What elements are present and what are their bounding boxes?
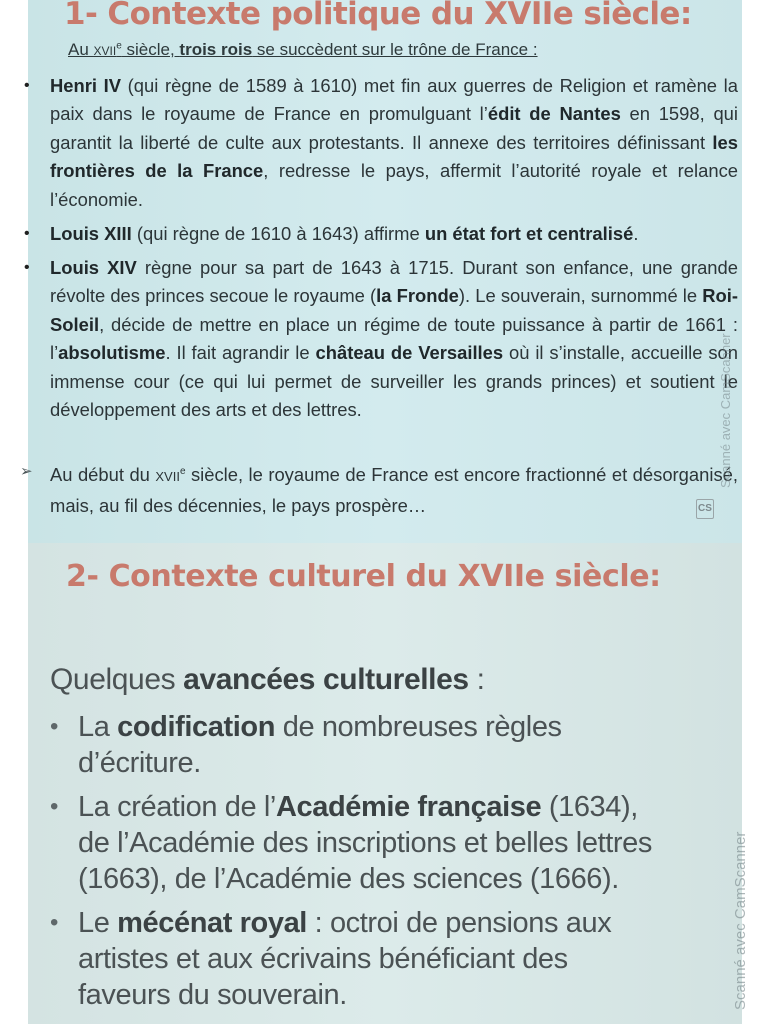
bullet-academies bbox=[50, 789, 652, 897]
lead-line: Quelques avancées culturelles : bbox=[50, 663, 485, 696]
line: d’écriture. bbox=[78, 747, 201, 779]
conclusion-line: ➢ Au début du XVIIe siècle, le royaume de France est encore fractionné et désorganisé, mais, au fil des décennies, le pays prospère… bbox=[50, 458, 742, 520]
slide-title: 1- Contexte politique du XVIIe siècle: bbox=[64, 0, 692, 32]
bullet-dot-icon: • bbox=[24, 77, 30, 94]
bullet-mecenat bbox=[50, 905, 612, 1013]
slide-political-context bbox=[20, 0, 742, 543]
bullet-codification bbox=[50, 709, 562, 781]
bullet-dot-icon: • bbox=[24, 225, 30, 242]
intro-line: Au XVIIe siècle, trois rois se succèdent sur le trône de France : bbox=[68, 40, 538, 59]
bullet-dot-icon: • bbox=[50, 713, 59, 740]
bullet-louis-xiii: • Louis XIII (qui règne de 1610 à 1643) affirme un état fort et centralisé. bbox=[50, 220, 742, 248]
bullet-dot-icon: • bbox=[50, 793, 59, 820]
line: La création de l’Académie française (1634), bbox=[78, 791, 638, 823]
line: de l’Académie des inscriptions et belles lettres bbox=[78, 827, 652, 859]
bullet-dot-icon: • bbox=[50, 909, 59, 936]
slide-title: 2- Contexte culturel du XVIIe siècle: bbox=[66, 559, 661, 594]
slide-cultural-context bbox=[28, 543, 749, 1024]
line: faveurs du souverain. bbox=[78, 979, 347, 1011]
scanner-watermark: Scanné avec CamScanner bbox=[732, 831, 749, 1010]
line: La codification de nombreuses règles bbox=[78, 711, 562, 743]
bullet-louis-xiv: • Louis XIV règne pour sa part de 1643 à 1715. Durant son enfance, une grande révolte des princes secoue le royaume (la Fronde). Le souverain, surnommé le Roi-Soleil, décide de mettre en place un régime de toute puissance à partir de 1661 : l’absolutisme. Il fait agrandir le château de Versailles où il s’installe, accueille son immense cour (ce qui lui permet de surveiller les grands princes) et soutient le développement des arts et des lettres. bbox=[50, 254, 742, 424]
scanner-watermark: Scanné avec CamScanner bbox=[718, 333, 733, 488]
line: artistes et aux écrivains bénéficiant des bbox=[78, 943, 568, 975]
camscanner-logo-icon: CS bbox=[696, 499, 714, 519]
bullet-henri-iv: • Henri IV (qui règne de 1589 à 1610) met fin aux guerres de Religion et ramène la paix dans le royaume de France en promulguant l’édit de Nantes en 1598, qui garantit la liberté de culte aux protestants. Il annexe des territoires définissant les frontières de la France, redresse le pays, affermit l’autorité royale et relance l’économie. bbox=[50, 72, 742, 214]
bullet-dot-icon: • bbox=[24, 259, 30, 276]
line: (1663), de l’Académie des sciences (1666). bbox=[78, 863, 619, 895]
line: Le mécénat royal : octroi de pensions aux bbox=[78, 907, 612, 939]
arrow-right-icon: ➢ bbox=[20, 463, 33, 480]
